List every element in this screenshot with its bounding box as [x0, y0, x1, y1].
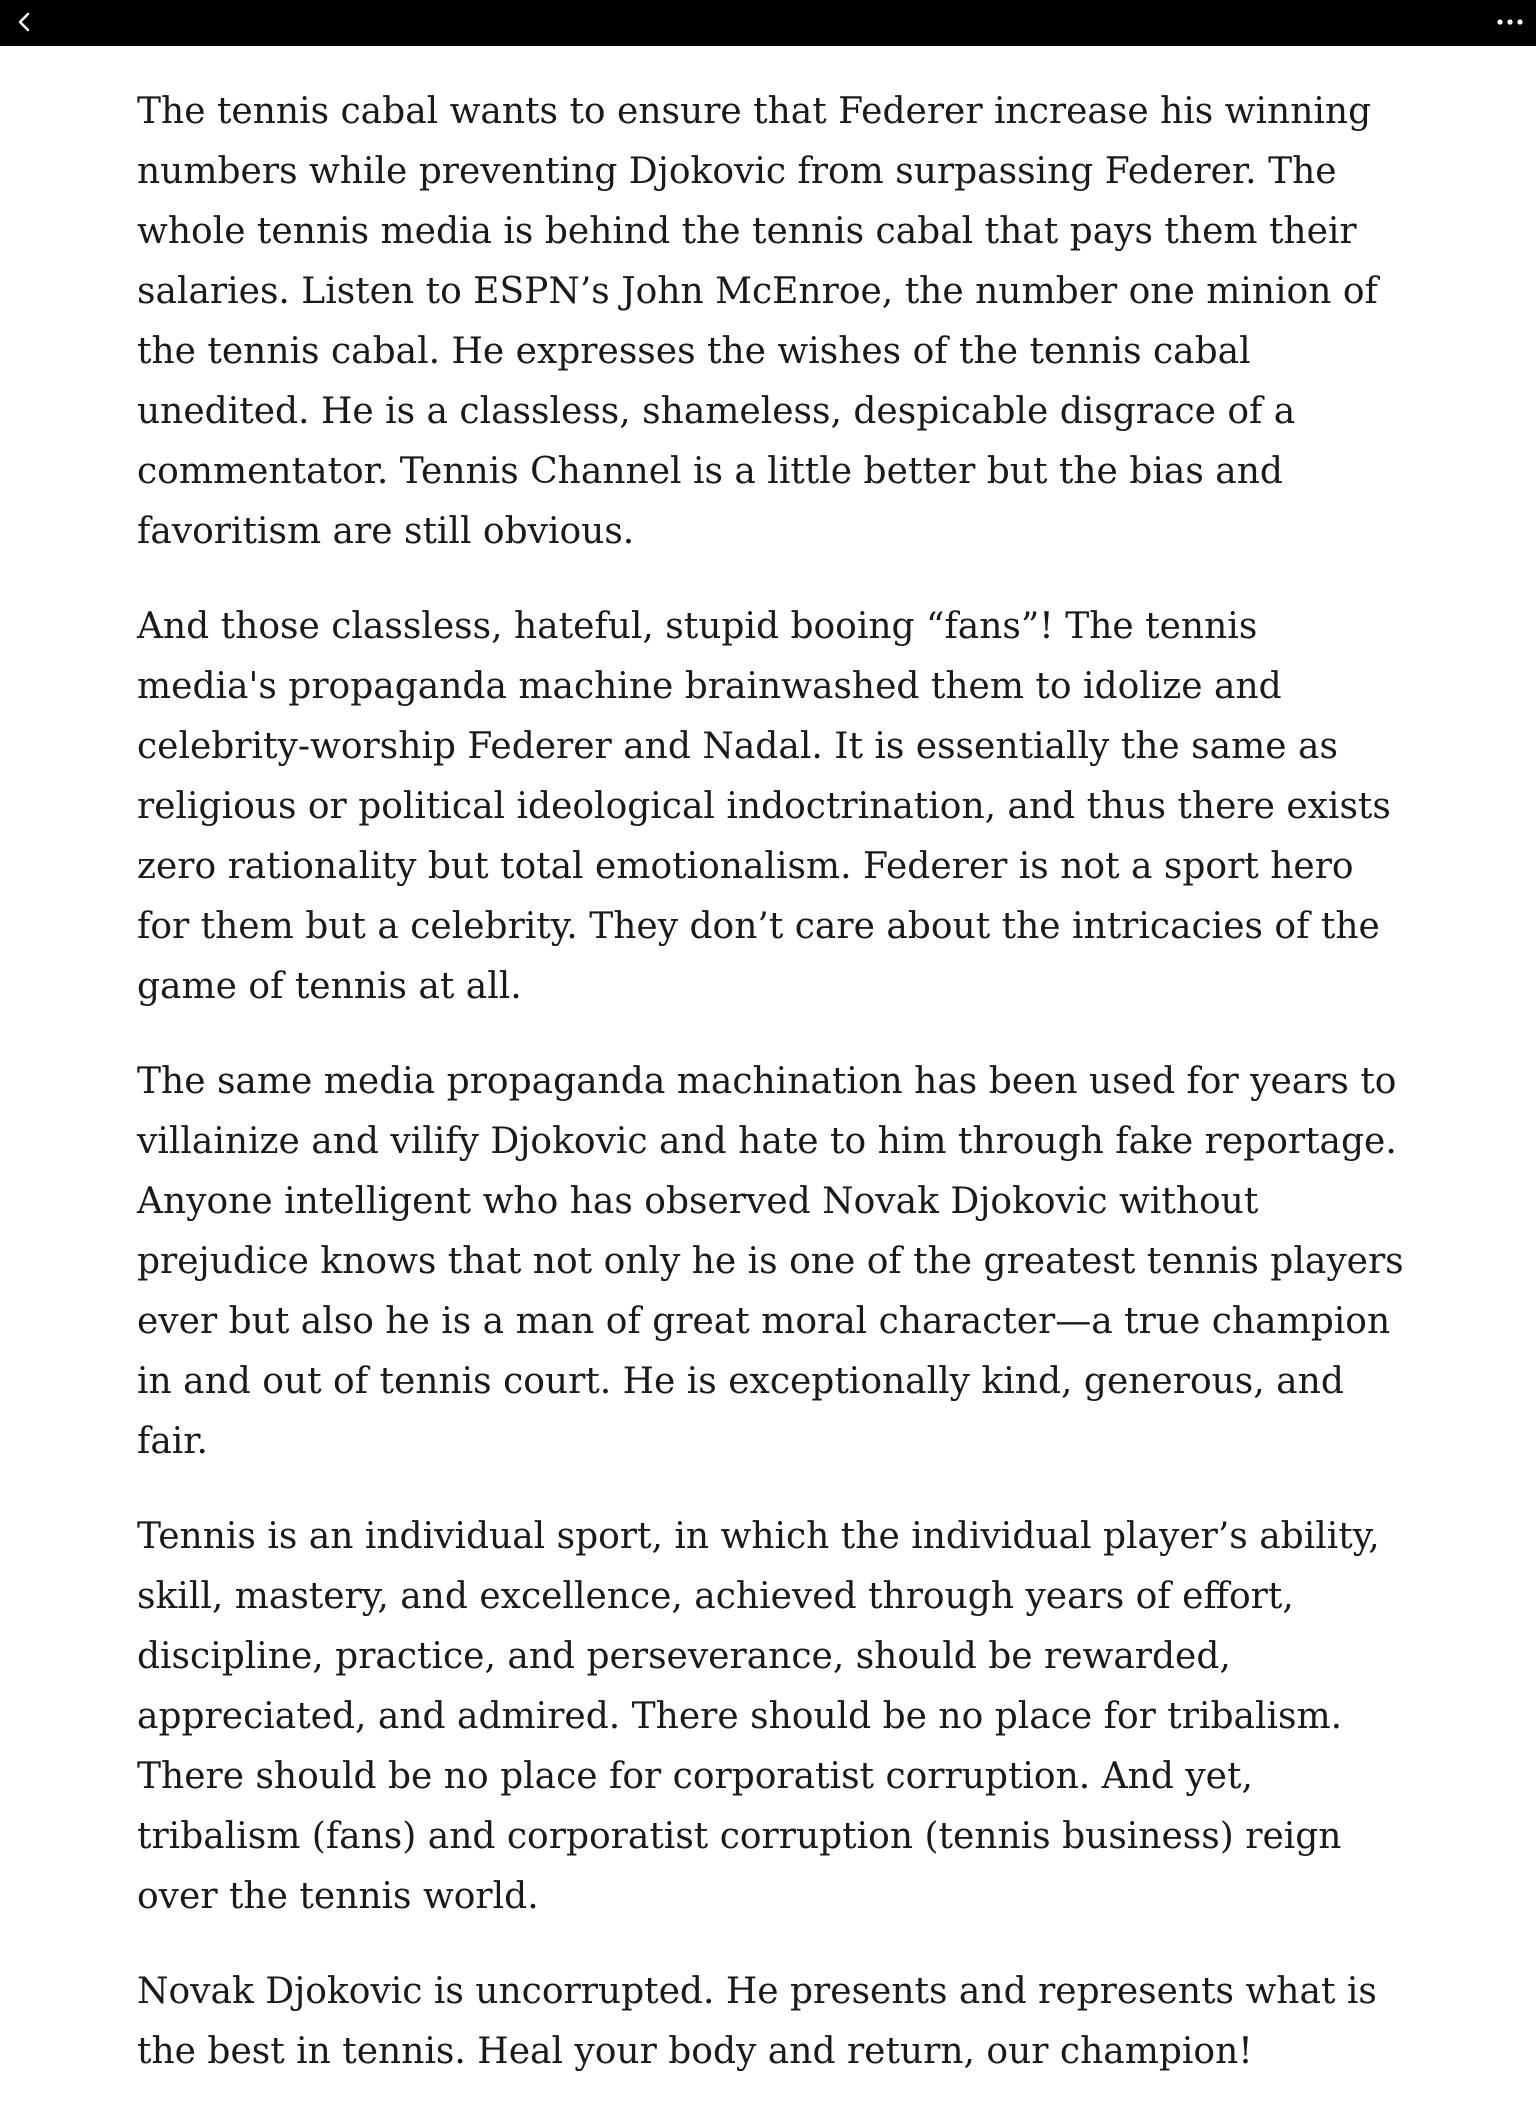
more-horizontal-icon: [1495, 17, 1525, 27]
more-options-button[interactable]: [1490, 2, 1530, 42]
article-paragraph-3: The same media propaganda machination has been used for years to villainize and vilify Djokovic and hate to him through fake reportage. Anyone intelligent who has observed Novak Djokovic without prejudice knows that not only he is one of the greatest tennis players ever but also he is a man of great moral character—a true champion in and out of tennis court. He is exceptionally kind, generous, and fair.: [137, 1061, 1404, 1462]
chevron-left-icon: [16, 10, 32, 34]
article-paragraph-1: The tennis cabal wants to ensure that Federer increase his winning numbers while preventing Djokovic from surpassing Federer. The whole tennis media is behind the tennis cabal that pays them their salaries. Listen to ESPN’s John McEnroe, the number one minion of the tennis cabal. He expresses the wishes of the tennis cabal unedited. He is a classless, shameless, despicable disgrace of a commentator. Tennis Channel is a little better but the bias and favoritism are still obvious.: [137, 91, 1378, 552]
article-body: [137, 82, 1407, 2117]
article-paragraph-2: And those classless, hateful, stupid booing “fans”! The tennis media's propaganda machine brainwashed them to idolize and celebrity-worship Federer and Nadal. It is essentially the same as religious or political ideological indoctrination, and thus there exists zero rationality but total emotionalism. Federer is not a sport hero for them but a celebrity. They don’t care about the intricacies of the game of tennis at all.: [137, 606, 1391, 1007]
article-paragraph-4: Tennis is an individual sport, in which the individual player’s ability, skill, mastery, and excellence, achieved through years of effort, discipline, practice, and perseverance, should be rewarded, appreciated, and admired. There should be no place for tribalism. There should be no place for corporatist corruption. And yet, tribalism (fans) and corporatist corruption (tennis business) reign over the tennis world.: [137, 1516, 1380, 1917]
top-toolbar: [0, 0, 1536, 46]
article-paragraph-5: Novak Djokovic is uncorrupted. He presents and represents what is the best in tennis. Heal your body and return, our champion!: [137, 1971, 1377, 2072]
back-button[interactable]: [6, 2, 42, 42]
